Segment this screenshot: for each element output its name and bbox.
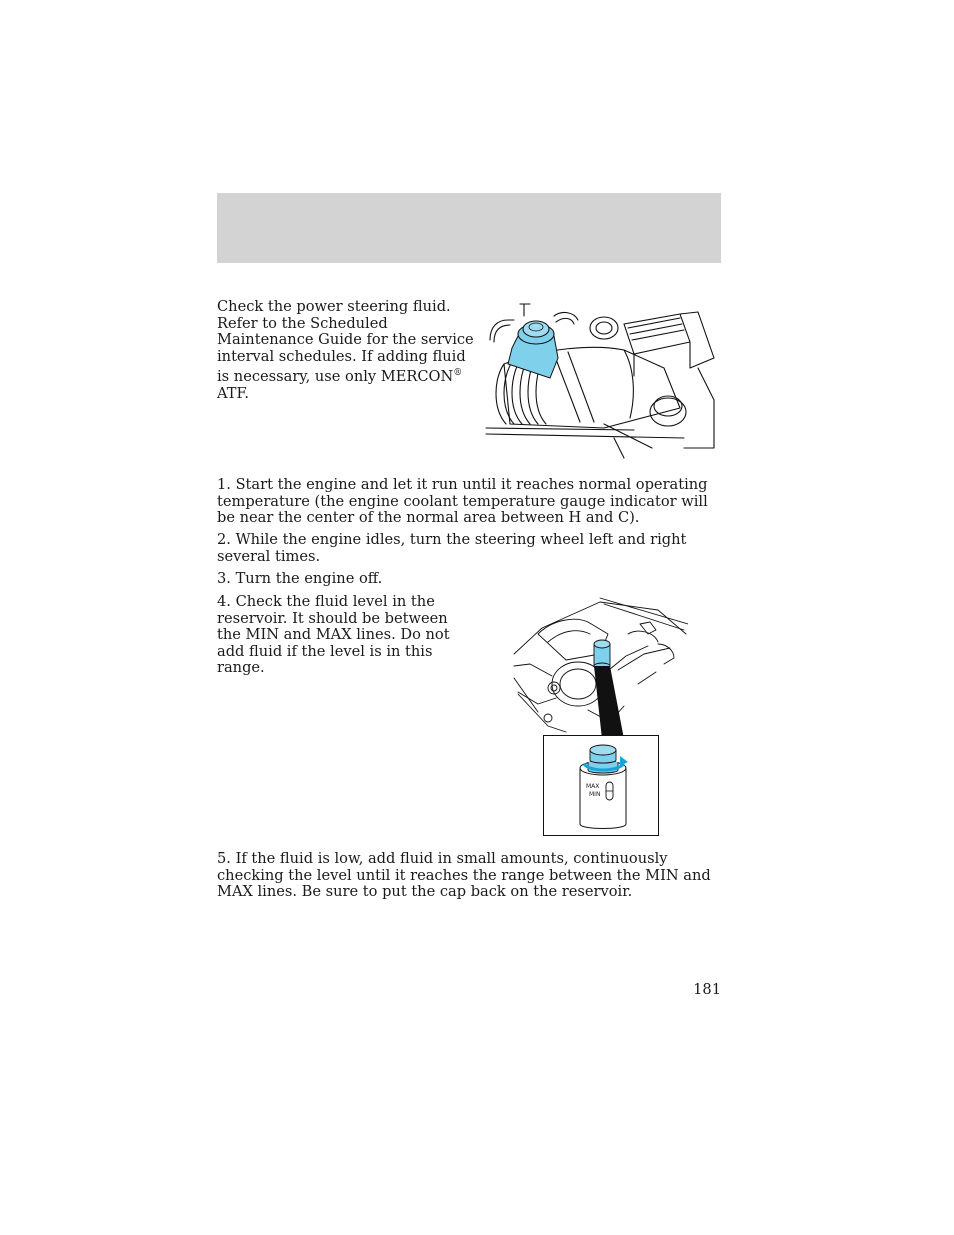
- step-1: 1. Start the engine and let it run until it reaches normal operating temperature (the engine coolant temperature gauge indicator will be near the center of the normal area between H and C).: [217, 476, 708, 527]
- engine-perspective-illustration: [508, 594, 688, 739]
- step-3: 3. Turn the engine off.: [217, 570, 383, 587]
- intro-paragraph: [217, 299, 482, 402]
- max-label: MAX: [586, 783, 600, 790]
- engine-compartment-illustration: [484, 298, 720, 464]
- section-header-band: [217, 193, 721, 263]
- reservoir-detail-box: [543, 735, 659, 836]
- step-5: 5. If the fluid is low, add fluid in small amounts, continuously checking the level until it reaches the range between the MIN and MAX lines. Be sure to put the cap back on the reservoir.: [217, 850, 711, 901]
- step-4: 4. Check the fluid level in the reservoir. It should be between the MIN and MAX lines. Do not add fluid if the level is in this range.: [217, 593, 450, 677]
- step-2: 2. While the engine idles, turn the steering wheel left and right several times.: [217, 531, 687, 565]
- registered-mark: ®: [453, 368, 463, 379]
- min-label: MIN: [589, 791, 601, 798]
- intro-text: Check the power steering fluid. Refer to the Scheduled Maintenance Guide for the service interval schedules. If adding fluid is necessary, use only MERCON: [217, 298, 474, 386]
- page-number: 181: [693, 981, 721, 998]
- intro-text-end: ATF.: [217, 384, 249, 402]
- reservoir-detail-illustration: [544, 736, 658, 835]
